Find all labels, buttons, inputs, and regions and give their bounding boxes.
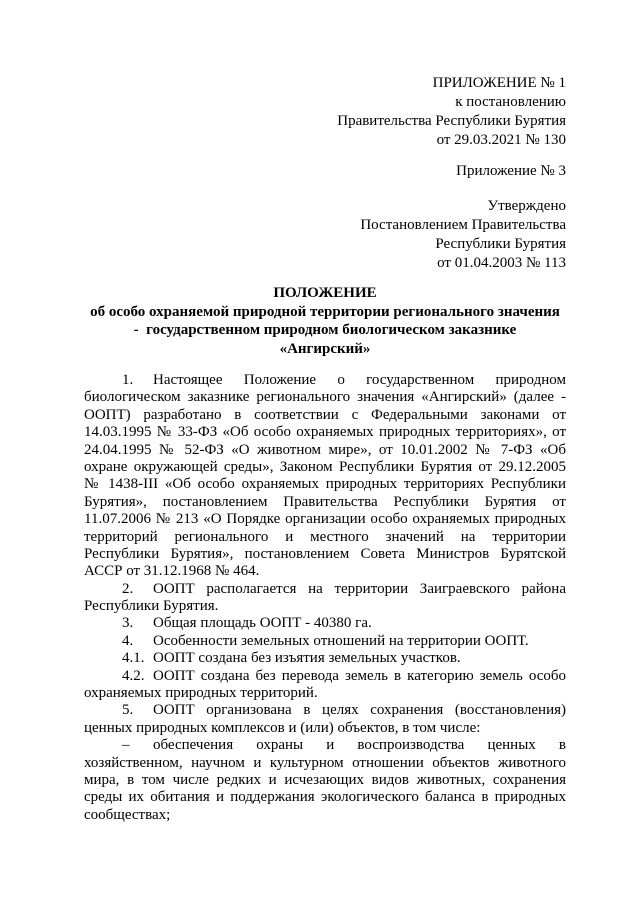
text-line: сообществах; (84, 806, 171, 823)
text-line (84, 702, 566, 719)
annex-number: ПРИЛОЖЕНИЕ № 1 (432, 75, 566, 91)
text-line: среды их обитания и поддержания экологического баланса в природных (84, 789, 566, 806)
paragraph-number: 3. (122, 615, 134, 632)
text-line (84, 633, 566, 650)
paragraph-number: 4.2. (122, 667, 145, 684)
paragraph-5 (84, 702, 566, 737)
annex-resolution-line: к постановлению (455, 94, 566, 110)
paragraph-text: ООПТ создана без изъятия земельных участков. (153, 650, 461, 667)
appendix-number: Приложение № 3 (456, 163, 566, 179)
text-line: 11.07.2006 № 213 «О Порядке организации особо охраняемых природных (84, 511, 566, 528)
text-line: ценных природных комплексов и (или) объектов, в том числе: (84, 719, 481, 736)
paragraph-number: 5. (122, 702, 134, 719)
annex-header (337, 74, 566, 150)
paragraph-3 (84, 615, 566, 632)
text-line (84, 737, 566, 754)
text-line: Республики Бурятия. (84, 598, 219, 615)
text-line: Бурятия», постановлением Правительства Республики Бурятия от (84, 493, 566, 510)
text-line: АССР от 31.12.1968 № 464. (84, 563, 260, 580)
paragraph-number: 1. (122, 372, 134, 388)
paragraph-text: ООПТ располагается на территории Заиграевского района (153, 580, 566, 597)
paragraph-4-1 (84, 650, 566, 667)
text-line: охраняемых природных территорий. (84, 685, 318, 702)
paragraph-number: 4.1. (122, 650, 145, 667)
text-line: охране окружающей среды», Законом Республики Бурятия от 29.12.2005 (84, 458, 566, 475)
paragraph-text: Особенности земельных отношений на территории ООПТ. (153, 632, 529, 649)
approval-authority-line: Республики Бурятия (435, 236, 566, 252)
list-item (84, 737, 566, 824)
text-line (84, 650, 566, 667)
text-line: № 1438-III «Об особо охраняемых природных территориях Республики (84, 476, 566, 493)
approval-authority-line: Постановлением Правительства (360, 217, 566, 233)
text-line: ООПТ) разработано в соответствии с Федеральными законами от (84, 406, 566, 423)
text-line (84, 581, 566, 598)
document-title (44, 284, 606, 358)
annex-authority-line: Правительства Республики Бурятия (337, 113, 566, 129)
approval-label: Утверждено (487, 198, 566, 214)
approval-header (360, 197, 566, 273)
title-subtitle-line: об особо охраняемой природной территории регионального значения (90, 303, 560, 320)
paragraph-1 (84, 372, 566, 581)
paragraph-number: 2. (122, 580, 134, 597)
text-line: территорий регионального и местного значений на территории (84, 528, 566, 545)
paragraph-text: Настоящее Положение о государственном природном (153, 372, 566, 388)
list-dash-marker: – (122, 737, 130, 754)
title-reserve-name: «Ангирский» (279, 340, 371, 357)
title-subtitle-line: - государственном природном биологическом заказнике (133, 322, 517, 338)
paragraph-2 (84, 581, 566, 616)
text-line: хозяйственном, научном и культурном отношении объектов животного (84, 754, 566, 771)
text-line: Республики Бурятия», постановлением Совета Министров Бурятской (84, 545, 566, 562)
text-line: мира, в том числе редких и исчезающих видов животных, сохранения (84, 771, 566, 788)
title-heading: ПОЛОЖЕНИЕ (273, 285, 377, 301)
paragraph-4 (84, 633, 566, 650)
text-line: 24.04.1995 № 52-ФЗ «О животном мире», от 10.01.2002 № 7-ФЗ «Об (84, 441, 566, 458)
paragraph-4-2 (84, 668, 566, 703)
text-line: 14.03.1995 № 33-ФЗ «Об особо охраняемых природных территориях», от (84, 424, 566, 441)
text-line (84, 372, 566, 389)
text-line (84, 615, 566, 632)
text-line: биологическом заказнике регионального значения «Ангирский» (далее - (84, 389, 566, 406)
paragraph-text: ООПТ организована в целях сохранения (восстановления) (153, 702, 566, 719)
annex-date-line: от 29.03.2021 № 130 (436, 132, 566, 148)
text-line (84, 668, 566, 685)
document-body (84, 372, 566, 824)
list-item-text: обеспечения охраны и воспроизводства ценных в (153, 737, 566, 754)
paragraph-number: 4. (122, 632, 134, 649)
approval-date-line: от 01.04.2003 № 113 (437, 255, 566, 271)
paragraph-text: Общая площадь ООПТ - 40380 га. (153, 615, 372, 632)
paragraph-text: ООПТ создана без перевода земель в категорию земель особо (153, 667, 566, 684)
